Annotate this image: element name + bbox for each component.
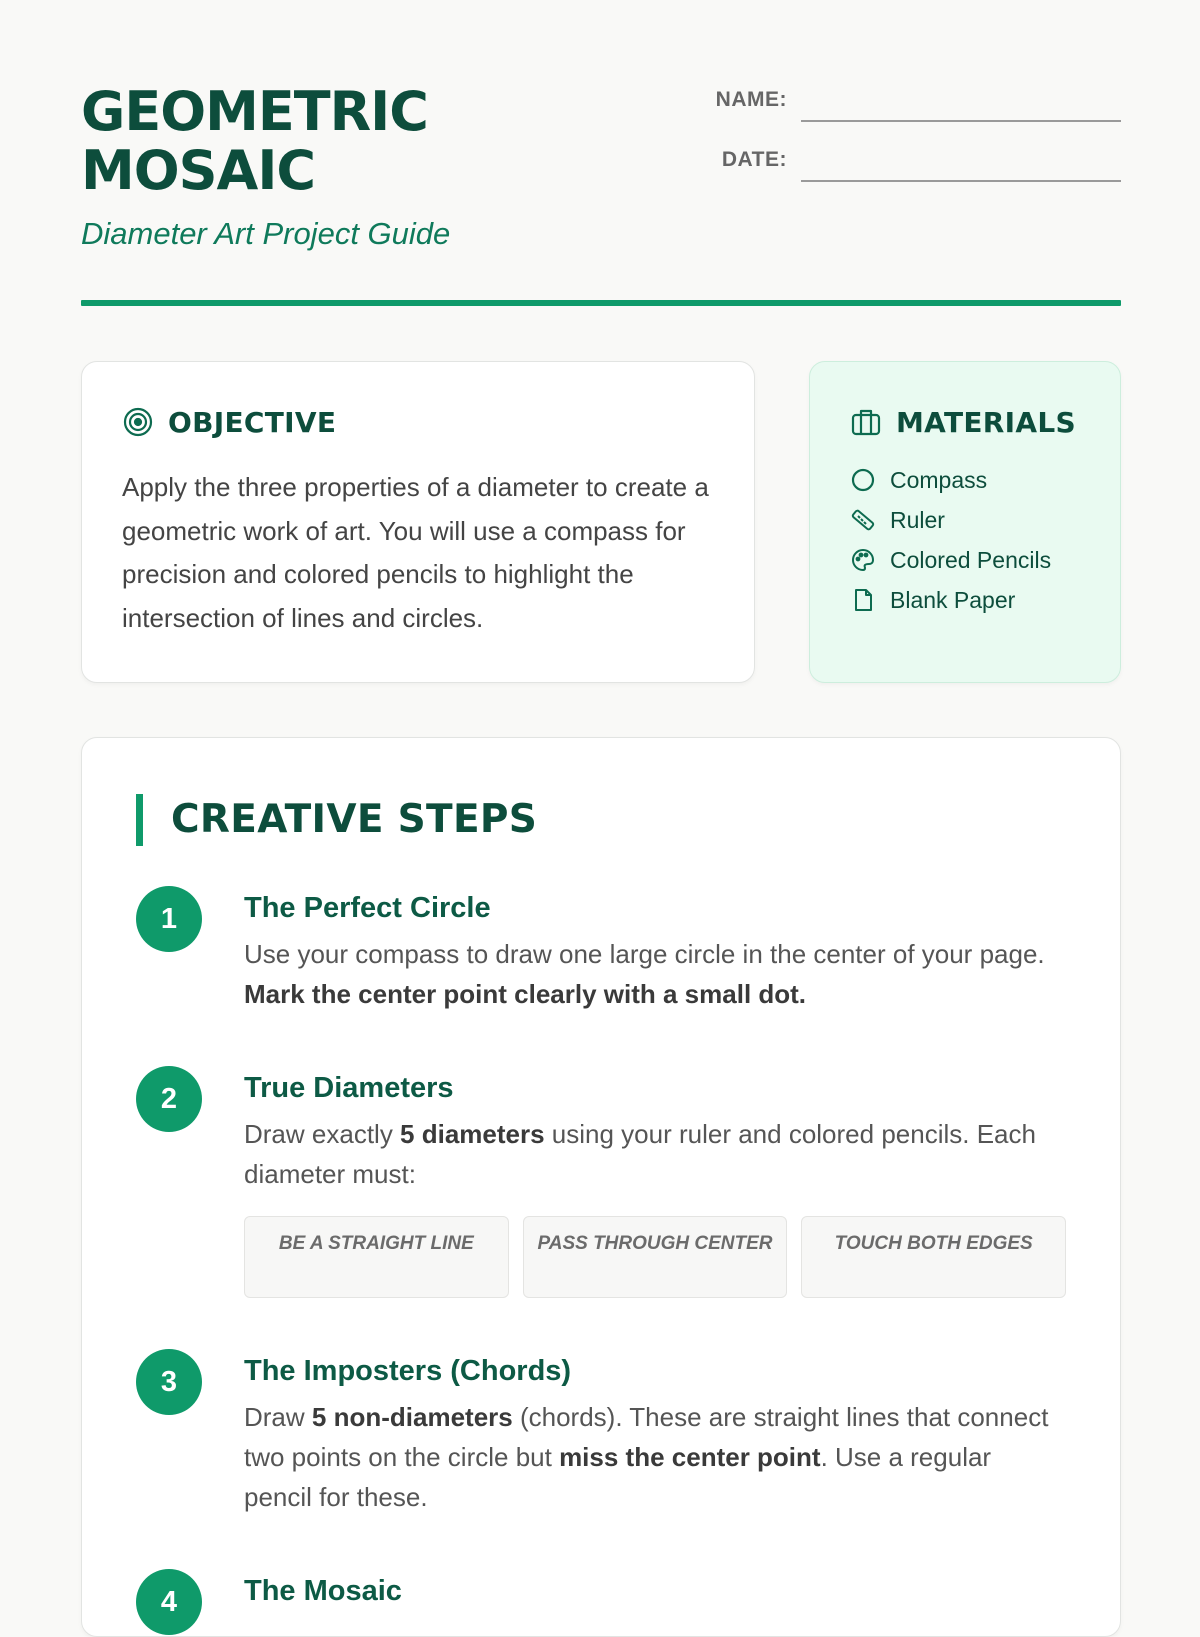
step-text-bold: 5 diameters — [400, 1119, 545, 1149]
name-field[interactable] — [681, 84, 1121, 124]
objective-text: Apply the three properties of a diameter to create a geometric work of art. You will use a compass for precision and colored pencils to highlight the intersection of lines and circles. — [122, 472, 709, 633]
objective-heading-text: OBJECTIVE — [168, 405, 337, 439]
file-icon — [850, 587, 876, 613]
step-body — [244, 1070, 1066, 1298]
list-item — [850, 540, 1080, 580]
step-body — [244, 1353, 1066, 1517]
step-text-part: . Use a regular pencil for these. — [244, 1442, 992, 1512]
step-body — [244, 1573, 1066, 1609]
material-label: Colored Pencils — [890, 546, 1052, 573]
target-icon — [122, 406, 154, 438]
material-label: Compass — [890, 466, 988, 493]
materials-heading-text: MATERIALS — [896, 405, 1076, 439]
objective-card — [81, 361, 755, 683]
material-label: Ruler — [890, 506, 945, 533]
list-item — [850, 460, 1080, 500]
step-text-part: Draw exactly — [244, 1119, 401, 1149]
creative-steps-card — [81, 737, 1121, 1637]
step-number: 4 — [136, 1569, 202, 1635]
briefcase-icon — [850, 406, 882, 438]
ruler-icon — [850, 507, 876, 533]
header — [81, 0, 1121, 310]
step-body — [244, 890, 1066, 1014]
materials-heading — [850, 402, 1080, 442]
rule-chip: TOUCH BOTH EDGES — [801, 1216, 1066, 1298]
steps-heading: CREATIVE STEPS — [136, 794, 537, 846]
step-number: 1 — [136, 886, 202, 952]
step-number: 2 — [136, 1066, 202, 1132]
page-title — [81, 82, 601, 200]
date-field[interactable] — [681, 144, 1121, 184]
date-label: DATE: — [721, 148, 787, 171]
step-text-bold: miss the center point — [559, 1442, 821, 1472]
circle-icon — [850, 467, 876, 493]
step-text — [244, 934, 1066, 1014]
date-line[interactable] — [801, 180, 1121, 182]
materials-card — [809, 361, 1121, 683]
list-item — [850, 500, 1080, 540]
palette-icon — [850, 547, 876, 573]
step-text-part: Use your compass to draw one large circle in the center of your page. — [244, 939, 1045, 969]
name-label: NAME: — [715, 88, 787, 111]
rule-chip: PASS THROUGH CENTER — [523, 1216, 788, 1298]
step-text-part: using your ruler and colored pencils. Each diameter must: — [244, 1119, 1036, 1189]
step-text-bold: Mark the center point clearly with a small dot. — [244, 979, 807, 1009]
step-text — [244, 1397, 1066, 1517]
worksheet-page — [81, 0, 1121, 1618]
step-title: The Mosaic — [244, 1575, 402, 1607]
step-number: 3 — [136, 1349, 202, 1415]
page-subtitle: Diameter Art Project Guide — [81, 216, 451, 251]
materials-list — [850, 460, 1080, 620]
rule-chip: BE A STRAIGHT LINE — [244, 1216, 509, 1298]
title-line-2: MOSAIC — [81, 139, 316, 202]
objective-heading — [122, 402, 714, 442]
step-text-part: (chords). These are straight lines that connect two points on the circle but — [244, 1402, 1049, 1472]
step-text-bold: 5 non-diameters — [311, 1402, 513, 1432]
list-item — [850, 580, 1080, 620]
step-text — [244, 1114, 1066, 1194]
step-title: True Diameters — [244, 1072, 454, 1104]
step-text-part: Draw — [244, 1402, 312, 1432]
header-divider — [81, 300, 1121, 306]
step-title: The Imposters (Chords) — [244, 1355, 572, 1387]
diameter-rules — [244, 1216, 1066, 1298]
name-line[interactable] — [801, 120, 1121, 122]
step-title: The Perfect Circle — [244, 892, 491, 924]
title-line-1: GEOMETRIC — [81, 80, 428, 143]
material-label: Blank Paper — [890, 586, 1016, 613]
